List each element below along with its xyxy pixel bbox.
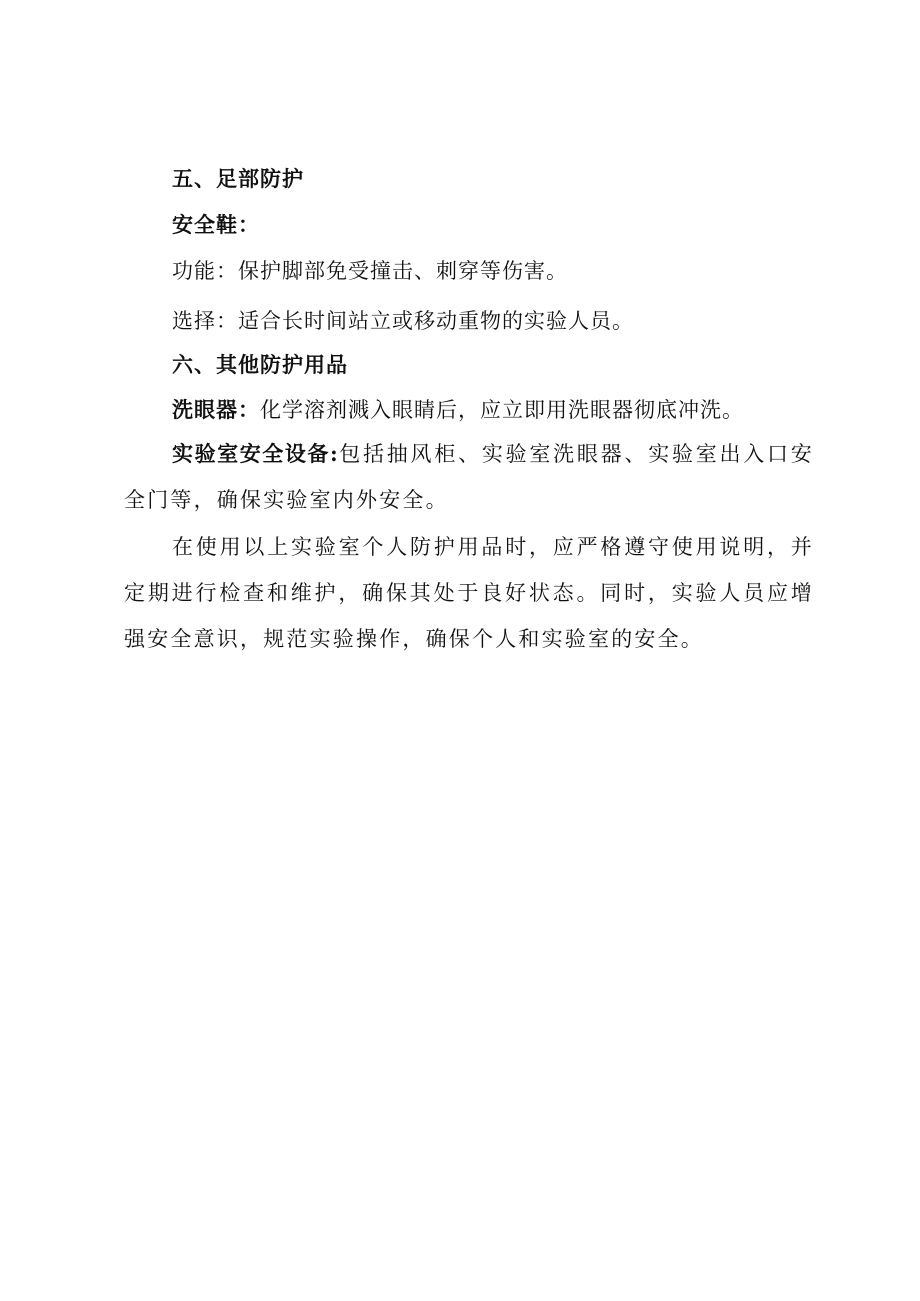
eyewash-paragraph [172, 396, 744, 424]
safety-equipment-label: 实验室安全设备: [172, 441, 339, 466]
safety-shoes-function: 功能：保护脚部免受撞击、刺穿等伤害。 [172, 259, 568, 283]
safety-equipment-paragraph [124, 431, 814, 523]
item-title-safety-shoes: 安全鞋： [172, 212, 260, 237]
section-heading-other-protection: 六、其他防护用品 [172, 352, 348, 377]
eyewash-text: 化学溶剂溅入眼睛后，应立即用洗眼器彻底冲洗。 [260, 398, 744, 422]
safety-equipment-text: 包括抽风柜、实验室洗眼器、实验室出入口安全门等，确保实验室内外安全。 [124, 442, 814, 512]
safety-shoes-choice: 选择：适合长时间站立或移动重物的实验人员。 [172, 309, 634, 333]
closing-paragraph: 在使用以上实验室个人防护用品时，应严格遵守使用说明，并定期进行检查和维护，确保其处于良好状态。同时，实验人员应增强安全意识，规范实验操作，确保个人和实验室的安全。 [124, 535, 814, 651]
section-heading-foot-protection: 五、足部防护 [172, 166, 304, 191]
eyewash-label: 洗眼器： [172, 397, 260, 422]
